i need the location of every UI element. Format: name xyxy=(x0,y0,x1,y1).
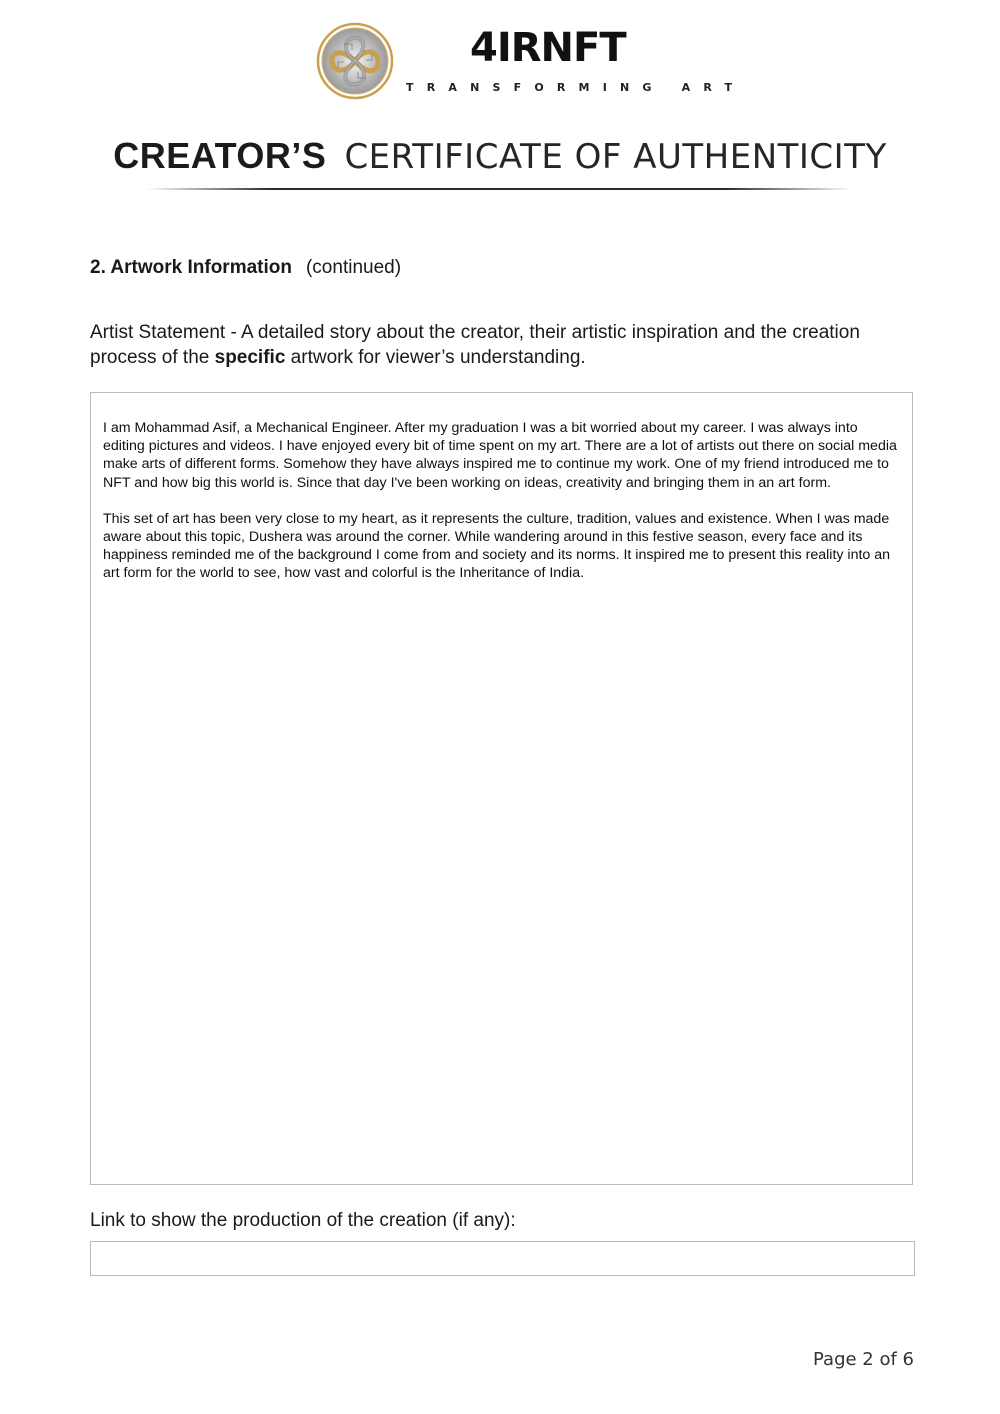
statement-paragraph: I am Mohammad Asif, a Mechanical Engineer. After my graduation I was a bit worried about my career. I was always into editing pictures and videos. I have enjoyed every bit of time spent on my art. There are a lot of artists out there on social media make arts of different forms. Somehow they have always inspired me to continue my work. One of my friend introduced me to NFT and how big this world is. Since that day I've been working on ideas, creativity and bringing them in an art form. xyxy=(103,420,897,491)
certificate-title-bold: CREATOR’S xyxy=(113,135,327,176)
production-link-label: Link to show the production of the creation (if any): xyxy=(90,1210,516,1231)
page-number: Page 2 of 6 xyxy=(813,1349,914,1370)
certificate-title xyxy=(0,134,1000,179)
statement-paragraph: This set of art has been very close to my heart, as it represents the culture, tradition, values and existence. When I was made aware about this topic, Dushera was around the corner. While wandering around in this festive season, every face and its happiness reminded me of the background I come from and society and its norms. It inspired me to present this reality into an art form for the world to see, how vast and colorful is the Inheritance of India. xyxy=(103,510,891,582)
section-heading-title: 2. Artwork Information xyxy=(90,257,292,278)
section-heading-suffix: (continued) xyxy=(305,257,402,278)
brand-tagline: TRANSFORMING ART xyxy=(406,81,746,94)
production-link-field[interactable] xyxy=(90,1241,915,1276)
brand-name: 4IRNFT xyxy=(470,25,626,71)
artist-statement-prompt xyxy=(90,320,890,370)
brand-logo xyxy=(316,22,746,102)
artist-statement-field[interactable] xyxy=(90,392,913,1185)
section-heading xyxy=(90,256,401,280)
title-divider xyxy=(146,188,852,190)
infinity-knot-logo-icon xyxy=(316,22,394,100)
prompt-text-end: artwork for viewer’s understanding. xyxy=(285,347,586,368)
certificate-title-regular: CERTIFICATE OF AUTHENTICITY xyxy=(344,137,887,177)
prompt-text-start: Artist Statement - A detailed story about the creator, their artistic inspiration and the creation process of the xyxy=(90,322,860,368)
prompt-emphasis: specific xyxy=(214,347,286,368)
